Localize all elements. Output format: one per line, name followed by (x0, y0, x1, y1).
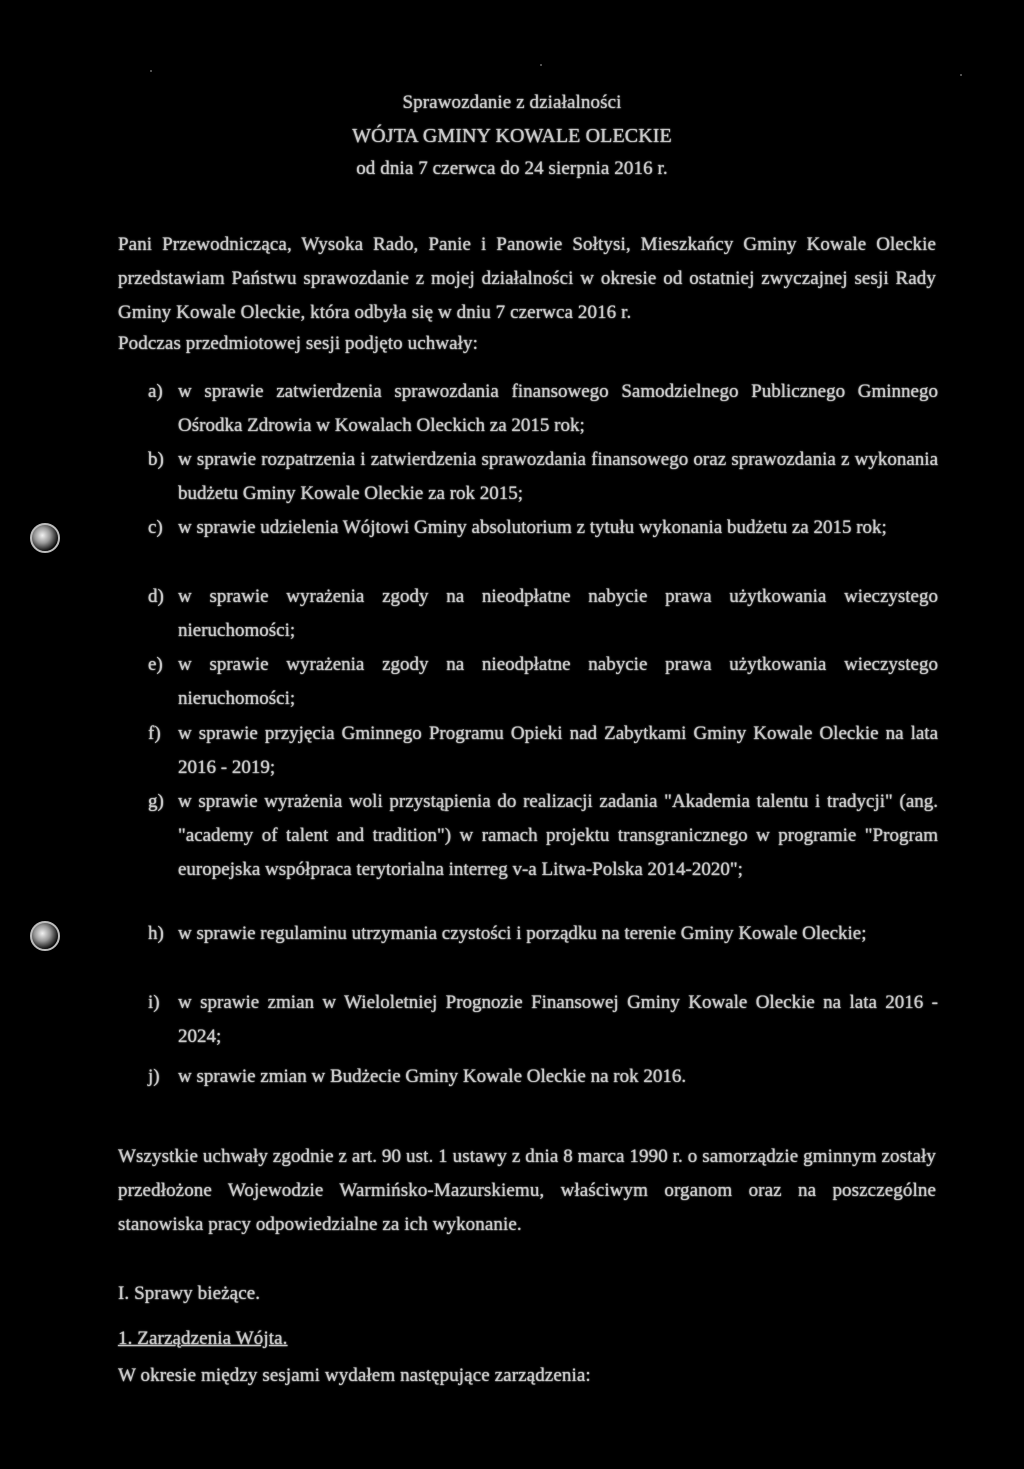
list-item-letter: i) (148, 992, 160, 1013)
list-item-text: w sprawie zatwierdzenia sprawozdania finansowego Samodzielnego Publicznego Gminnego Ośrodka Zdrowia w Kowalach Oleckich za 2015 rok; (178, 381, 938, 436)
scan-speck (960, 74, 962, 76)
list-item (148, 917, 938, 951)
list-item-letter: g) (148, 791, 164, 812)
list-item-letter: b) (148, 449, 164, 470)
report-author: WÓJTA GMINY KOWALE OLECKIE (352, 125, 672, 147)
section-heading: I. Sprawy bieżące. (118, 1283, 261, 1304)
scan-speck (540, 64, 542, 66)
list-item (148, 443, 938, 511)
list-item-text: w sprawie udzielenia Wójtowi Gminy absolutorium z tytułu wykonania budżetu za 2015 rok; (178, 517, 887, 538)
list-item-letter: d) (148, 586, 164, 607)
list-item (148, 785, 938, 887)
list-item (148, 986, 938, 1054)
resolutions-lead: Podczas przedmiotowej sesji podjęto uchwały: (118, 333, 479, 354)
punch-hole-mark (30, 921, 60, 951)
list-item-letter: e) (148, 654, 163, 675)
list-item-text: w sprawie zmian w Wieloletniej Prognozie Finansowej Gminy Kowale Oleckie na lata 2016 - 2024; (178, 992, 938, 1047)
section-intro-line: W okresie między sesjami wydałem następujące zarządzenia: (118, 1365, 591, 1386)
list-item (148, 1060, 938, 1094)
summary-paragraph: Wszystkie uchwały zgodnie z art. 90 ust. 1 ustawy z dnia 8 marca 1990 r. o samorządzie gminnym zostały przedłożone Wojewodzie Warmińsko-Mazurskiemu, właściwym organom oraz na poszczególne stanowiska pracy odpowiedzialne za ich wykonanie. (118, 1146, 937, 1235)
list-item-letter: j) (148, 1066, 160, 1087)
subsection-heading: 1. Zarządzenia Wójta. (118, 1328, 288, 1349)
list-item-text: w sprawie regulaminu utrzymania czystości i porządku na terenie Gminy Kowale Oleckie; (178, 923, 867, 944)
list-item-text: w sprawie wyrażenia zgody na nieodpłatne nabycie prawa użytkowania wieczystego nieruchomości; (178, 654, 938, 709)
list-item-text: w sprawie rozpatrzenia i zatwierdzenia sprawozdania finansowego oraz sprawozdania z wykonania budżetu Gminy Kowale Oleckie za rok 2015; (178, 449, 938, 504)
list-item-text: w sprawie zmian w Budżecie Gminy Kowale Oleckie na rok 2016. (178, 1066, 687, 1087)
list-item (148, 648, 938, 716)
list-item-letter: f) (148, 723, 161, 744)
list-item-letter: h) (148, 923, 164, 944)
list-item (148, 511, 938, 545)
list-item-text: w sprawie wyrażenia zgody na nieodpłatne nabycie prawa użytkowania wieczystego nieruchomości; (178, 586, 938, 641)
list-item (148, 717, 938, 785)
list-item-letter: a) (148, 381, 163, 402)
list-item-letter: c) (148, 517, 163, 538)
list-item (148, 580, 938, 648)
report-title: Sprawozdanie z działalności (402, 92, 622, 113)
scan-speck (150, 70, 152, 72)
punch-hole-mark (30, 523, 60, 553)
list-item-text: w sprawie wyrażenia woli przystąpienia do realizacji zadania "Akademia talentu i tradycji" (ang. "academy of talent and tradition") w ramach projektu transgranicznego w programie "Program europejska współpraca terytorialna interreg v-a Litwa-Polska 2014-2020"; (178, 791, 938, 880)
list-item (148, 375, 938, 443)
intro-paragraph: Pani Przewodnicząca, Wysoka Rado, Panie i Panowie Sołtysi, Mieszkańcy Gminy Kowale Oleckie przedstawiam Państwu sprawozdanie z mojej działalności w okresie od ostatniej zwyczajnej sesji Rady Gminy Kowale Oleckie, która odbyła się w dniu 7 czerwca 2016 r. (118, 234, 936, 323)
list-item-text: w sprawie przyjęcia Gminnego Programu Opieki nad Zabytkami Gminy Kowale Oleckie na lata 2016 - 2019; (178, 723, 938, 778)
report-period: od dnia 7 czerwca do 24 sierpnia 2016 r. (356, 158, 668, 179)
